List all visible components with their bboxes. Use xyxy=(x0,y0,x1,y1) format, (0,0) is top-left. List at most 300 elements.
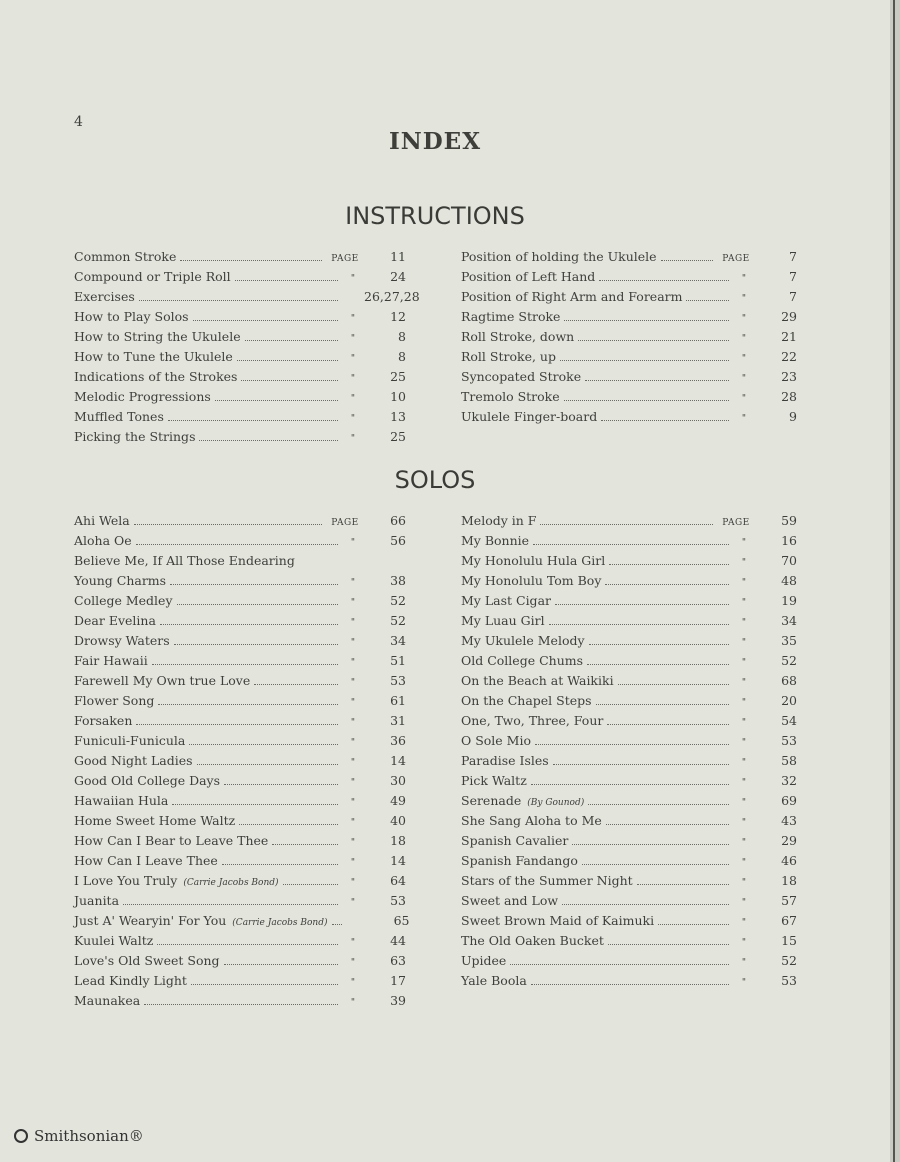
dot-leader xyxy=(560,360,729,361)
entry-title: Kuulei Waltz xyxy=(74,933,154,948)
instructions-left-column xyxy=(74,247,420,447)
index-entry xyxy=(74,347,406,367)
entry-title: Roll Stroke, up xyxy=(461,349,556,364)
entry-page: 39 xyxy=(390,993,406,1008)
index-entry xyxy=(74,247,406,267)
smithsonian-watermark xyxy=(14,1127,144,1145)
dot-leader xyxy=(180,260,322,261)
entry-page: 23 xyxy=(781,369,797,384)
page-mark: " xyxy=(350,818,356,828)
entry-title: She Sang Aloha to Me xyxy=(461,813,602,828)
entry-title: Hawaiian Hula xyxy=(74,793,169,808)
page-mark: " xyxy=(350,798,356,808)
index-entry xyxy=(74,531,406,551)
entry-title: Young Charms xyxy=(74,573,167,588)
page-mark: " xyxy=(350,354,356,364)
entry-title: Believe Me, If All Those Endearing xyxy=(74,553,295,568)
entry-page: 9 xyxy=(789,409,797,424)
page-mark: " xyxy=(741,294,747,304)
entry-page: 22 xyxy=(781,349,797,364)
page-number: 4 xyxy=(74,114,83,130)
index-entry xyxy=(461,651,797,671)
entry-title: Exercises xyxy=(74,289,135,304)
page-mark: " xyxy=(350,618,356,628)
index-entry xyxy=(74,911,410,931)
index-entry xyxy=(461,591,797,611)
page-mark: " xyxy=(350,958,356,968)
entry-page: 11 xyxy=(390,249,406,264)
entry-title: How to String the Ukulele xyxy=(74,329,241,344)
entry-page: 32 xyxy=(781,773,797,788)
dot-leader xyxy=(510,964,729,965)
index-entry xyxy=(74,751,406,771)
page-mark: " xyxy=(741,918,747,928)
entry-page: 64 xyxy=(390,873,406,888)
entry-page: 8 xyxy=(398,329,406,344)
dot-leader xyxy=(686,300,729,301)
page-mark: " xyxy=(741,354,747,364)
entry-page: 52 xyxy=(390,593,406,608)
entry-page: 53 xyxy=(781,973,797,988)
page-mark: " xyxy=(741,938,747,948)
dot-leader xyxy=(531,784,729,785)
page-mark: " xyxy=(350,678,356,688)
entry-title: Stars of the Summer Night xyxy=(461,873,633,888)
page-mark: " xyxy=(741,698,747,708)
index-entry xyxy=(461,347,797,367)
page-mark: " xyxy=(350,638,356,648)
entry-title: My Honolulu Tom Boy xyxy=(461,573,602,588)
page-mark: " xyxy=(741,958,747,968)
entry-title: Roll Stroke, down xyxy=(461,329,575,344)
index-entry xyxy=(461,891,797,911)
entry-note: (Carrie Jacobs Bond) xyxy=(232,918,328,928)
dot-leader xyxy=(553,764,729,765)
dot-leader xyxy=(607,724,729,725)
page-mark: " xyxy=(350,878,356,888)
page-mark: " xyxy=(350,658,356,668)
dot-leader xyxy=(272,844,338,845)
dot-leader xyxy=(144,1004,338,1005)
entry-title: Ahi Wela xyxy=(74,513,130,528)
page-mark: PAGE xyxy=(331,518,359,528)
dot-leader xyxy=(174,644,338,645)
entry-page: 19 xyxy=(781,593,797,608)
entry-page: 51 xyxy=(390,653,406,668)
page-mark: " xyxy=(350,898,356,908)
page-mark: " xyxy=(350,578,356,588)
dot-leader xyxy=(168,420,338,421)
entry-title: Position of Left Hand xyxy=(461,269,596,284)
dot-leader xyxy=(224,784,338,785)
index-entry xyxy=(74,611,406,631)
index-entry xyxy=(74,387,406,407)
page-mark: " xyxy=(741,838,747,848)
page-mark: PAGE xyxy=(331,254,359,264)
entry-title: Spanish Cavalier xyxy=(461,833,569,848)
index-entry xyxy=(74,427,406,447)
entry-title: My Bonnie xyxy=(461,533,530,548)
index-entry xyxy=(461,307,797,327)
page-mark: " xyxy=(350,778,356,788)
dot-leader xyxy=(588,804,729,805)
page-mark: " xyxy=(350,374,356,384)
index-entry xyxy=(74,691,406,711)
page-mark: " xyxy=(350,938,356,948)
page-mark: " xyxy=(350,314,356,324)
entry-page: 48 xyxy=(781,573,797,588)
page-mark: " xyxy=(741,578,747,588)
entry-title: Good Night Ladies xyxy=(74,753,193,768)
entry-page: 53 xyxy=(390,893,406,908)
entry-page: 18 xyxy=(390,833,406,848)
entry-page: 34 xyxy=(390,633,406,648)
entry-title: Fair Hawaii xyxy=(74,653,148,668)
index-entry xyxy=(461,731,797,751)
entry-title: Position of holding the Ukulele xyxy=(461,249,657,264)
entry-page: 63 xyxy=(390,953,406,968)
index-entry xyxy=(74,287,420,307)
entry-page: 31 xyxy=(390,713,406,728)
page-mark: " xyxy=(741,638,747,648)
index-entry xyxy=(74,327,406,347)
entry-title: Indications of the Strokes xyxy=(74,369,238,384)
dot-leader xyxy=(241,380,338,381)
dot-leader xyxy=(609,564,729,565)
entry-title: My Ukulele Melody xyxy=(461,633,585,648)
index-entry xyxy=(74,811,406,831)
index-entry xyxy=(461,871,797,891)
index-entry xyxy=(461,571,797,591)
entry-page: 15 xyxy=(781,933,797,948)
entry-page: 43 xyxy=(781,813,797,828)
page-mark: " xyxy=(741,818,747,828)
page-mark: " xyxy=(741,978,747,988)
index-entry xyxy=(74,571,406,591)
dot-leader xyxy=(564,400,729,401)
entry-page: 46 xyxy=(781,853,797,868)
dot-leader xyxy=(540,524,713,525)
entry-page: 16 xyxy=(781,533,797,548)
page-mark: " xyxy=(350,998,356,1008)
index-entry xyxy=(461,551,797,571)
index-entry xyxy=(461,811,797,831)
dot-leader xyxy=(599,280,729,281)
entry-title: On the Chapel Steps xyxy=(461,693,592,708)
index-entry xyxy=(461,671,797,691)
index-entry xyxy=(461,831,797,851)
entry-page: 29 xyxy=(781,309,797,324)
entry-page: 12 xyxy=(390,309,406,324)
dot-leader xyxy=(601,420,729,421)
index-entry xyxy=(461,511,797,531)
dot-leader xyxy=(332,924,342,925)
page-mark: " xyxy=(741,334,747,344)
entry-page: 25 xyxy=(390,369,406,384)
entry-title: Position of Right Arm and Forearm xyxy=(461,289,683,304)
entry-page: 68 xyxy=(781,673,797,688)
index-entry xyxy=(74,971,406,991)
page-mark: " xyxy=(741,778,747,788)
entry-page: 24 xyxy=(390,269,406,284)
entry-page: 10 xyxy=(390,389,406,404)
index-entry xyxy=(74,307,406,327)
page-mark: " xyxy=(350,394,356,404)
page-mark: " xyxy=(741,558,747,568)
entry-title: Ukulele Finger-board xyxy=(461,409,598,424)
dot-leader xyxy=(134,524,322,525)
entry-title: Aloha Oe xyxy=(74,533,132,548)
entry-page: 20 xyxy=(781,693,797,708)
entry-title: Serenade xyxy=(461,793,522,808)
page-mark: " xyxy=(741,618,747,628)
dot-leader xyxy=(136,724,338,725)
entry-page: 8 xyxy=(398,349,406,364)
entry-title: Syncopated Stroke xyxy=(461,369,582,384)
index-entry xyxy=(74,731,406,751)
entry-page: 52 xyxy=(390,613,406,628)
entry-page: 29 xyxy=(781,833,797,848)
dot-leader xyxy=(197,764,338,765)
entry-title: My Last Cigar xyxy=(461,593,551,608)
dot-leader xyxy=(661,260,713,261)
entry-title: Dear Evelina xyxy=(74,613,156,628)
entry-page: 52 xyxy=(781,653,797,668)
page-mark: " xyxy=(350,718,356,728)
page-mark: " xyxy=(741,858,747,868)
dot-leader xyxy=(215,400,338,401)
dot-leader xyxy=(254,684,338,685)
entry-page: 49 xyxy=(390,793,406,808)
index-entry xyxy=(74,551,406,571)
entry-page: 67 xyxy=(781,913,797,928)
page-mark: " xyxy=(741,274,747,284)
entry-page: 40 xyxy=(390,813,406,828)
dot-leader xyxy=(606,824,729,825)
dot-leader xyxy=(587,664,729,665)
page-mark: " xyxy=(741,394,747,404)
entry-title: Upidee xyxy=(461,953,507,968)
dot-leader xyxy=(235,280,338,281)
entry-title: Flower Song xyxy=(74,693,155,708)
entry-title: Old College Chums xyxy=(461,653,584,668)
entry-title: One, Two, Three, Four xyxy=(461,713,604,728)
index-entry xyxy=(461,751,797,771)
index-entry xyxy=(74,791,406,811)
dot-leader xyxy=(533,544,729,545)
index-entry xyxy=(74,367,406,387)
index-entry xyxy=(461,327,797,347)
dot-leader xyxy=(535,744,729,745)
index-entry xyxy=(461,791,797,811)
dot-leader xyxy=(157,944,338,945)
entry-page: 56 xyxy=(390,533,406,548)
index-entry xyxy=(461,911,797,931)
index-entry xyxy=(461,931,797,951)
page-mark: " xyxy=(350,414,356,424)
dot-leader xyxy=(224,964,338,965)
index-entry xyxy=(74,591,406,611)
entry-title: Muffled Tones xyxy=(74,409,164,424)
page-mark: " xyxy=(741,878,747,888)
index-entry xyxy=(74,871,406,891)
dot-leader xyxy=(239,824,338,825)
dot-leader xyxy=(158,704,338,705)
instructions-heading: INSTRUCTIONS xyxy=(345,202,525,230)
entry-page: 28 xyxy=(781,389,797,404)
entry-page: 34 xyxy=(781,613,797,628)
dot-leader xyxy=(237,360,338,361)
entry-page: 25 xyxy=(390,429,406,444)
entry-title: Yale Boola xyxy=(461,973,527,988)
index-entry xyxy=(74,891,406,911)
dot-leader xyxy=(549,624,729,625)
index-entry xyxy=(74,831,406,851)
entry-page: 61 xyxy=(390,693,406,708)
entry-page: 53 xyxy=(781,733,797,748)
page-mark: " xyxy=(741,414,747,424)
entry-title: Sweet and Low xyxy=(461,893,559,908)
entry-page: 59 xyxy=(781,513,797,528)
index-title: INDEX xyxy=(388,128,482,155)
dot-leader xyxy=(531,984,729,985)
index-entry xyxy=(461,407,797,427)
entry-title: O Sole Mio xyxy=(461,733,532,748)
entry-page: 58 xyxy=(781,753,797,768)
page-mark: " xyxy=(350,978,356,988)
index-entry xyxy=(461,267,797,287)
entry-title: Just A' Wearyin' For You xyxy=(74,913,227,928)
entry-title: How Can I Leave Thee xyxy=(74,853,218,868)
page-mark: " xyxy=(741,658,747,668)
dot-leader xyxy=(222,864,338,865)
entry-title: Pick Waltz xyxy=(461,773,527,788)
smithsonian-label: Smithsonian® xyxy=(34,1127,144,1145)
entry-title: Ragtime Stroke xyxy=(461,309,561,324)
entry-page: 30 xyxy=(390,773,406,788)
page-mark: " xyxy=(741,314,747,324)
entry-page: 18 xyxy=(781,873,797,888)
dot-leader xyxy=(123,904,338,905)
index-entry xyxy=(461,531,797,551)
entry-page: 66 xyxy=(390,513,406,528)
entry-title: How to Tune the Ukulele xyxy=(74,349,233,364)
entry-title: My Honolulu Hula Girl xyxy=(461,553,606,568)
entry-title: Melodic Progressions xyxy=(74,389,211,404)
binding-line xyxy=(893,0,895,1162)
entry-note: (By Gounod) xyxy=(527,798,585,808)
entry-title: Sweet Brown Maid of Kaimuki xyxy=(461,913,655,928)
entry-note: (Carrie Jacobs Bond) xyxy=(183,878,279,888)
entry-title: Melody in F xyxy=(461,513,537,528)
entry-page: 7 xyxy=(789,269,797,284)
entry-title: How to Play Solos xyxy=(74,309,189,324)
index-entry xyxy=(461,631,797,651)
index-entry xyxy=(74,991,406,1011)
index-entry xyxy=(461,691,797,711)
dot-leader xyxy=(618,684,729,685)
dot-leader xyxy=(189,744,338,745)
page-mark: PAGE xyxy=(722,254,750,264)
index-entry xyxy=(74,931,406,951)
page-mark: " xyxy=(741,718,747,728)
dot-leader xyxy=(589,644,729,645)
entry-title: I Love You Truly xyxy=(74,873,178,888)
solos-heading: SOLOS xyxy=(394,466,476,494)
dot-leader xyxy=(152,664,338,665)
dot-leader xyxy=(605,584,729,585)
dot-leader xyxy=(578,340,729,341)
instructions-right-column xyxy=(461,247,797,427)
entry-page: 7 xyxy=(789,289,797,304)
dot-leader xyxy=(658,924,729,925)
index-entry xyxy=(461,851,797,871)
index-entry xyxy=(461,611,797,631)
entry-page: 70 xyxy=(781,553,797,568)
entry-title: Juanita xyxy=(74,893,120,908)
page-mark: " xyxy=(350,334,356,344)
dot-leader xyxy=(582,864,729,865)
index-entry xyxy=(74,951,406,971)
entry-page: 26,27,28 xyxy=(364,289,420,304)
index-entry xyxy=(461,951,797,971)
dot-leader xyxy=(160,624,338,625)
dot-leader xyxy=(637,884,729,885)
index-entry xyxy=(74,671,406,691)
index-entry xyxy=(74,631,406,651)
page-mark: " xyxy=(350,434,356,444)
entry-page: 21 xyxy=(781,329,797,344)
dot-leader xyxy=(136,544,338,545)
dot-leader xyxy=(283,884,338,885)
index-entry xyxy=(74,407,406,427)
entry-title: Tremolo Stroke xyxy=(461,389,560,404)
entry-title: My Luau Girl xyxy=(461,613,545,628)
page-mark: " xyxy=(741,738,747,748)
entry-title: Compound or Triple Roll xyxy=(74,269,231,284)
page-mark: " xyxy=(350,538,356,548)
dot-leader xyxy=(191,984,338,985)
entry-page: 35 xyxy=(781,633,797,648)
entry-page: 69 xyxy=(781,793,797,808)
entry-page: 38 xyxy=(390,573,406,588)
index-entry xyxy=(461,247,797,267)
index-entry xyxy=(74,267,406,287)
page-mark: " xyxy=(350,274,356,284)
index-entry xyxy=(74,651,406,671)
entry-title: Picking the Strings xyxy=(74,429,196,444)
page-edge xyxy=(890,0,900,1162)
entry-title: On the Beach at Waikiki xyxy=(461,673,614,688)
index-entry xyxy=(461,367,797,387)
solos-left-column xyxy=(74,511,410,1011)
index-entry xyxy=(74,711,406,731)
entry-page: 65 xyxy=(393,913,410,928)
entry-page: 7 xyxy=(789,249,797,264)
entry-title: Forsaken xyxy=(74,713,133,728)
index-entry xyxy=(461,711,797,731)
dot-leader xyxy=(564,320,729,321)
dot-leader xyxy=(177,604,338,605)
index-entry xyxy=(461,287,797,307)
page-mark: " xyxy=(350,698,356,708)
page-mark: " xyxy=(741,758,747,768)
dot-leader xyxy=(555,604,729,605)
entry-page: 13 xyxy=(390,409,406,424)
page-mark: " xyxy=(741,374,747,384)
page-mark: " xyxy=(350,858,356,868)
dot-leader xyxy=(562,904,729,905)
